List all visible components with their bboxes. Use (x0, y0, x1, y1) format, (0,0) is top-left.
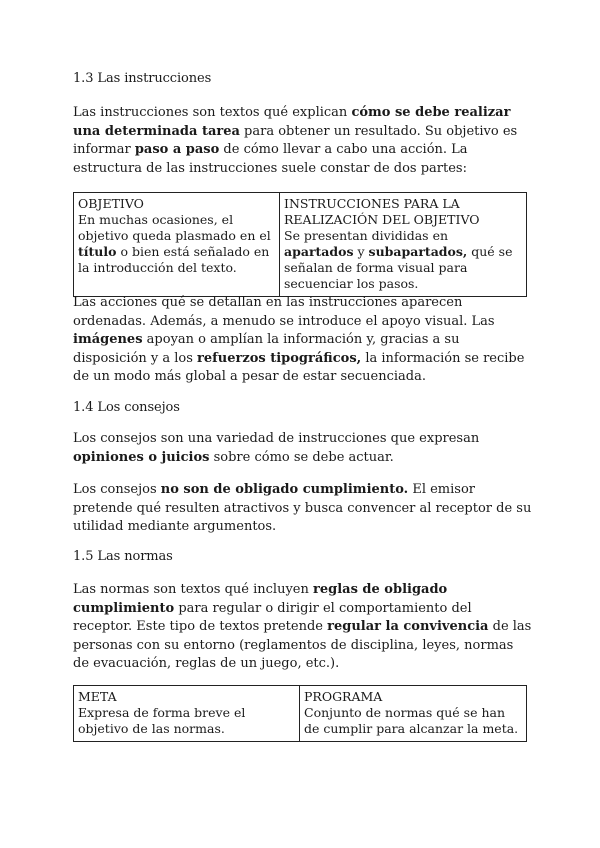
text-run: apoyan o amplían la información y, gracias a su disposición y a los (73, 332, 460, 366)
bold-run: opiniones o juicios (73, 449, 210, 465)
instructions-structure-table (73, 192, 527, 297)
bold-run: reglas de obligado cumplimiento (73, 582, 448, 616)
bold-run: refuerzos tipográficos, (197, 350, 362, 366)
cell-text: Conjunto de normas qué se han de cumplir para alcanzar la meta. (304, 705, 519, 736)
text-run: para obtener un resultado. Su objetivo es informar (73, 123, 518, 157)
heading-text: 1.3 Las instrucciones (73, 71, 212, 86)
text-run: y (353, 244, 369, 259)
text-run: de las personas con su entorno (reglamentos de disciplina, leyes, normas de evacuación, reglas de un juego, etc.). (73, 619, 532, 671)
cell-title: META (78, 689, 117, 704)
bold-run: apartados (284, 244, 354, 259)
paragraph-instructions-actions (73, 294, 533, 387)
text-run: Los consejos (73, 482, 161, 497)
text-run: Se presentan divididas en (284, 228, 449, 243)
text-run: En muchas ocasiones, el objetivo queda plasmado en el (78, 212, 271, 243)
text-run: Los consejos son una variedad de instrucciones que expresan (73, 431, 480, 446)
section-heading-1-3 (73, 70, 533, 89)
text-run: o bien está señalado en la introducción del texto. (78, 244, 270, 275)
bold-run: paso a paso (134, 142, 220, 157)
text-run: qué se señalan de forma visual para secuenciar los pasos. (284, 244, 513, 291)
text-run: Las acciones qué se detallan en las instrucciones aparecen ordenadas. Además, a menudo se introduce el apoyo visual. Las (73, 295, 495, 329)
paragraph-advice-definition (73, 430, 533, 467)
text-run: la información se recibe de un modo más global a pesar de estar secuenciada. (73, 350, 525, 384)
cell-title: INSTRUCCIONES PARA LA REALIZACIÓN DEL OBJETIVO (284, 196, 480, 227)
text-run: para regular o dirigir el comportamiento del receptor. Este tipo de textos pretende (73, 600, 472, 634)
cell-title: OBJETIVO (78, 196, 144, 211)
bold-run: título (78, 244, 117, 259)
bold-run: regular la convivencia (327, 619, 489, 634)
instructions-cell (280, 193, 527, 297)
text-run: de cómo llevar a cabo una acción. La estructura de las instrucciones suele constar de dos partes: (73, 142, 468, 176)
text-run: Las normas son textos qué incluyen (73, 582, 313, 597)
bold-run: cómo se debe realizar una determinada tarea (73, 105, 511, 139)
paragraph-instructions-intro (73, 104, 533, 178)
section-heading-1-5 (73, 548, 533, 567)
paragraph-norms-definition (73, 581, 533, 674)
bold-run: subapartados, (368, 244, 468, 259)
table-row (74, 193, 527, 297)
heading-text: 1.5 Las normas (73, 549, 173, 564)
text-run: sobre cómo se debe actuar. (209, 449, 394, 465)
goal-cell (74, 686, 300, 742)
bold-run: no son de obligado cumplimiento. (160, 482, 409, 497)
text-run: Las instrucciones son textos qué explican (73, 105, 352, 120)
norms-structure-table (73, 685, 527, 742)
table-row (74, 686, 527, 742)
cell-text: Expresa de forma breve el objetivo de las normas. (78, 705, 246, 736)
text-run: El emisor pretende qué resulten atractivos y busca convencer al receptor de su utilidad mediante argumentos. (73, 482, 532, 534)
paragraph-advice-not-mandatory (73, 481, 533, 537)
objective-cell (74, 193, 280, 297)
heading-text: 1.4 Los consejos (73, 400, 180, 415)
cell-title: PROGRAMA (304, 689, 383, 704)
bold-run: imágenes (73, 332, 143, 347)
section-heading-1-4 (73, 399, 533, 418)
program-cell (300, 686, 527, 742)
